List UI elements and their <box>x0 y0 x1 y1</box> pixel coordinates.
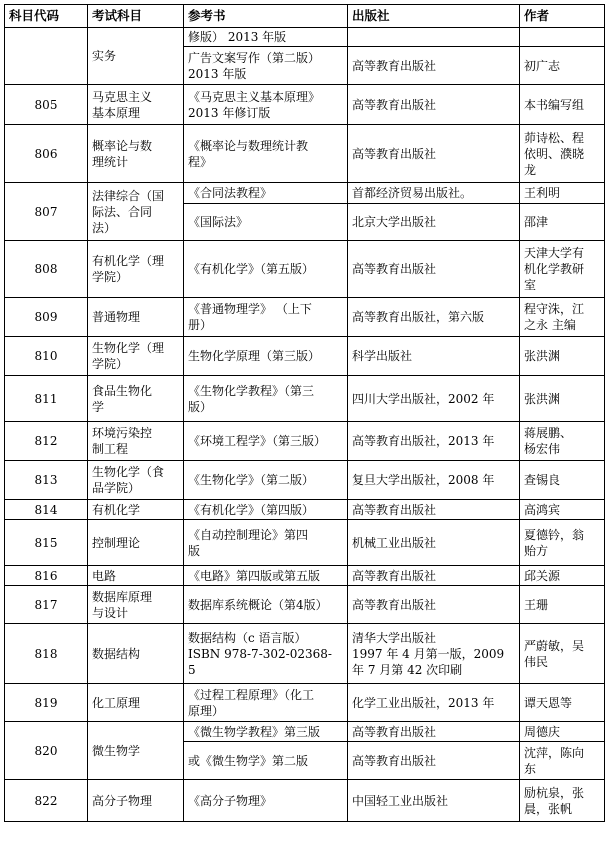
table-row <box>5 461 605 500</box>
publisher-cell: 中国轻工业出版社 <box>348 780 520 822</box>
exam-subject-cell: 法律综合（国 际法、合同 法） <box>88 183 184 241</box>
publisher-cell: 高等教育出版社 <box>348 722 520 742</box>
author-cell: 高鸿宾 <box>520 500 605 520</box>
author-cell: 茆诗松、程 依明、濮晓 龙 <box>520 125 605 183</box>
reference-book-cell: 《概率论与数理统计教 程》 <box>184 125 348 183</box>
reference-book-cell: 广告文案写作（第二版） 2013 年版 <box>184 47 348 85</box>
table-row <box>5 422 605 461</box>
exam-subject-cell: 微生物学 <box>88 722 184 780</box>
author-cell: 初广志 <box>520 47 605 85</box>
table-row <box>5 566 605 586</box>
author-cell: 励杭泉，张 晨，张帆 <box>520 780 605 822</box>
exam-subject-cell: 化工原理 <box>88 684 184 722</box>
author-cell: 谭天恩等 <box>520 684 605 722</box>
reference-book-table <box>4 4 605 822</box>
header-exam-subject: 考试科目 <box>88 5 184 28</box>
subject-code-cell: 817 <box>5 586 88 624</box>
table-row <box>5 624 605 684</box>
subject-code-cell: 810 <box>5 337 88 376</box>
exam-subject-cell: 马克思主义 基本原理 <box>88 85 184 125</box>
author-cell: 程守洙，江 之永 主编 <box>520 298 605 337</box>
publisher-cell: 高等教育出版社，2013 年 <box>348 422 520 461</box>
publisher-cell: 首都经济贸易出版社。 <box>348 183 520 204</box>
exam-subject-cell: 数据结构 <box>88 624 184 684</box>
reference-book-cell: 《有机化学》（第五版） <box>184 241 348 298</box>
publisher-cell: 四川大学出版社，2002 年 <box>348 376 520 422</box>
publisher-cell <box>348 28 520 47</box>
exam-subject-cell: 控制理论 <box>88 520 184 566</box>
author-cell <box>520 28 605 47</box>
author-cell: 查锡良 <box>520 461 605 500</box>
subject-code-cell: 816 <box>5 566 88 586</box>
publisher-cell: 高等教育出版社 <box>348 85 520 125</box>
reference-book-cell: 《电路》第四版或第五版 <box>184 566 348 586</box>
exam-subject-cell: 有机化学 <box>88 500 184 520</box>
table-row <box>5 85 605 125</box>
header-publisher: 出版社 <box>348 5 520 28</box>
exam-subject-cell: 数据库原理 与设计 <box>88 586 184 624</box>
exam-subject-cell: 高分子物理 <box>88 780 184 822</box>
exam-subject-cell: 食品生物化 学 <box>88 376 184 422</box>
subject-code-cell <box>5 28 88 85</box>
reference-book-cell: 《环境工程学》（第三版） <box>184 422 348 461</box>
exam-subject-cell: 概率论与数 理统计 <box>88 125 184 183</box>
reference-book-cell: 修版） 2013 年版 <box>184 28 348 47</box>
author-cell: 张洪渊 <box>520 337 605 376</box>
author-cell: 蒋展鹏、 杨宏伟 <box>520 422 605 461</box>
table-row <box>5 241 605 298</box>
table-row <box>5 722 605 742</box>
author-cell: 天津大学有 机化学教研 室 <box>520 241 605 298</box>
table-header-row <box>5 5 605 28</box>
publisher-cell: 高等教育出版社，第六版 <box>348 298 520 337</box>
reference-book-cell: 《普通物理学》 （上下 册） <box>184 298 348 337</box>
publisher-cell: 复旦大学出版社，2008 年 <box>348 461 520 500</box>
subject-code-cell: 809 <box>5 298 88 337</box>
reference-book-cell: 《国际法》 <box>184 204 348 241</box>
subject-code-cell: 808 <box>5 241 88 298</box>
table-row <box>5 586 605 624</box>
publisher-cell: 高等教育出版社 <box>348 586 520 624</box>
header-author: 作者 <box>520 5 605 28</box>
table-body <box>5 28 605 822</box>
author-cell: 沈萍，陈向 东 <box>520 742 605 780</box>
header-reference-book: 参考书 <box>184 5 348 28</box>
reference-book-cell: 《生物化学教程》（第三 版） <box>184 376 348 422</box>
publisher-cell: 机械工业出版社 <box>348 520 520 566</box>
reference-book-cell: 《有机化学》（第四版） <box>184 500 348 520</box>
publisher-cell: 高等教育出版社 <box>348 566 520 586</box>
reference-book-cell: 生物化学原理（第三版） <box>184 337 348 376</box>
table-row <box>5 500 605 520</box>
table-row <box>5 376 605 422</box>
reference-book-cell: 《合同法教程》 <box>184 183 348 204</box>
exam-subject-cell: 有机化学（理 学院） <box>88 241 184 298</box>
table-row <box>5 298 605 337</box>
subject-code-cell: 812 <box>5 422 88 461</box>
subject-code-cell: 805 <box>5 85 88 125</box>
reference-book-cell: 数据结构（c 语言版） ISBN 978-7-302-02368- 5 <box>184 624 348 684</box>
publisher-cell: 科学出版社 <box>348 337 520 376</box>
publisher-cell: 化学工业出版社，2013 年 <box>348 684 520 722</box>
publisher-cell: 高等教育出版社 <box>348 500 520 520</box>
reference-book-cell: 《过程工程原理》（化工 原理） <box>184 684 348 722</box>
table-row <box>5 183 605 204</box>
table-row <box>5 780 605 822</box>
table-row <box>5 28 605 47</box>
reference-book-cell: 《马克思主义基本原理》 2013 年修订版 <box>184 85 348 125</box>
reference-book-cell: 数据库系统概论（第4版） <box>184 586 348 624</box>
publisher-cell: 北京大学出版社 <box>348 204 520 241</box>
subject-code-cell: 813 <box>5 461 88 500</box>
table-row <box>5 684 605 722</box>
header-subject-code: 科目代码 <box>5 5 88 28</box>
author-cell: 本书编写组 <box>520 85 605 125</box>
table-row <box>5 337 605 376</box>
author-cell: 夏德钤，翁 贻方 <box>520 520 605 566</box>
exam-subject-cell: 环境污染控 制工程 <box>88 422 184 461</box>
subject-code-cell: 815 <box>5 520 88 566</box>
subject-code-cell: 806 <box>5 125 88 183</box>
reference-book-cell: 《高分子物理》 <box>184 780 348 822</box>
reference-book-cell: 或《微生物学》第二版 <box>184 742 348 780</box>
exam-subject-cell: 生物化学（食 品学院） <box>88 461 184 500</box>
publisher-cell: 高等教育出版社 <box>348 742 520 780</box>
author-cell: 张洪渊 <box>520 376 605 422</box>
subject-code-cell: 818 <box>5 624 88 684</box>
author-cell: 王珊 <box>520 586 605 624</box>
author-cell: 周德庆 <box>520 722 605 742</box>
subject-code-cell: 820 <box>5 722 88 780</box>
subject-code-cell: 819 <box>5 684 88 722</box>
exam-subject-cell: 普通物理 <box>88 298 184 337</box>
author-cell: 邱关源 <box>520 566 605 586</box>
exam-subject-cell: 生物化学（理 学院） <box>88 337 184 376</box>
reference-book-cell: 《自动控制理论》第四 版 <box>184 520 348 566</box>
publisher-cell: 高等教育出版社 <box>348 125 520 183</box>
author-cell: 王利明 <box>520 183 605 204</box>
table-row <box>5 125 605 183</box>
publisher-cell: 清华大学出版社 1997 年 4 月第一版，2009 年 7 月第 42 次印刷 <box>348 624 520 684</box>
publisher-cell: 高等教育出版社 <box>348 241 520 298</box>
subject-code-cell: 814 <box>5 500 88 520</box>
subject-code-cell: 822 <box>5 780 88 822</box>
author-cell: 严蔚敏，吴 伟民 <box>520 624 605 684</box>
exam-subject-cell: 电路 <box>88 566 184 586</box>
reference-book-cell: 《生物化学》（第二版） <box>184 461 348 500</box>
publisher-cell: 高等教育出版社 <box>348 47 520 85</box>
exam-subject-cell: 实务 <box>88 28 184 85</box>
subject-code-cell: 807 <box>5 183 88 241</box>
reference-book-cell: 《微生物学教程》第三版 <box>184 722 348 742</box>
subject-code-cell: 811 <box>5 376 88 422</box>
table-row <box>5 520 605 566</box>
author-cell: 邵津 <box>520 204 605 241</box>
